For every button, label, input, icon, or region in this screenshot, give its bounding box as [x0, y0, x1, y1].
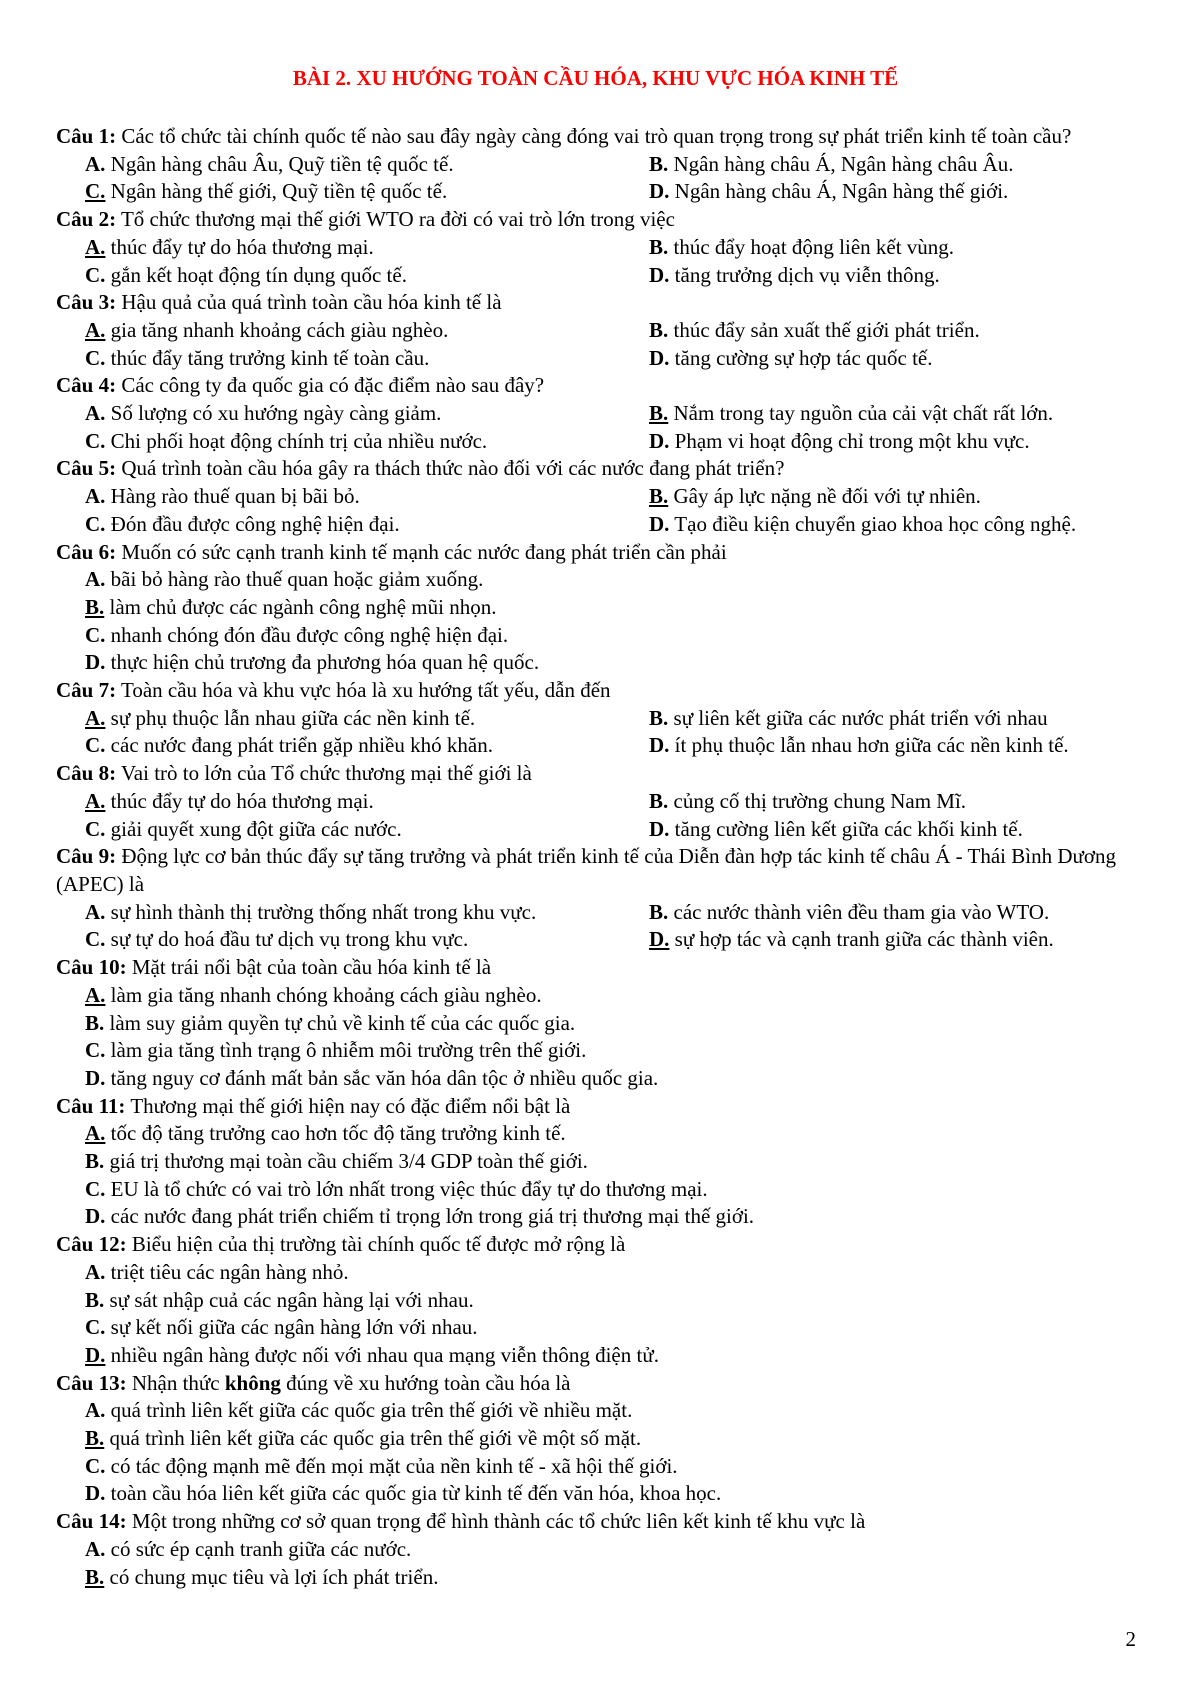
- answer-text: tăng cường sự hợp tác quốc tế.: [674, 345, 933, 370]
- answer-option: [649, 317, 1175, 345]
- answer-letter: A.: [85, 1398, 106, 1423]
- question-stem: [56, 1508, 1146, 1536]
- answer-option: [649, 732, 1175, 760]
- answer-text: nhanh chóng đón đầu được công nghệ hiện đại.: [110, 622, 509, 647]
- answer-option: [85, 483, 649, 511]
- answer-letter: C.: [85, 622, 106, 647]
- answer-letter: C.: [85, 262, 106, 287]
- answer-options: [56, 1120, 1146, 1231]
- answer-letter-correct: A.: [85, 982, 106, 1007]
- answer-text: các nước thành viên đều tham gia vào WTO.: [673, 899, 1050, 924]
- answer-text: các nước đang phát triển gặp nhiều khó khăn.: [110, 733, 493, 758]
- question-stem: [56, 455, 1146, 483]
- answer-option: [85, 345, 649, 373]
- question-block: [56, 1231, 1146, 1370]
- answer-options: [56, 982, 1146, 1093]
- question-stem: [56, 760, 1146, 788]
- answer-text: EU là tổ chức có vai trò lớn nhất trong việc thúc đẩy tự do thương mại.: [110, 1176, 708, 1201]
- answer-letter-correct: B.: [649, 484, 669, 509]
- answer-option: [649, 483, 1175, 511]
- answer-text: tăng trưởng dịch vụ viễn thông.: [674, 262, 940, 287]
- answer-option: [85, 788, 649, 816]
- answer-text: tăng nguy cơ đánh mất bản sắc văn hóa dân tộc ở nhiều quốc gia.: [110, 1065, 659, 1090]
- answer-text: gắn kết hoạt động tín dụng quốc tế.: [110, 262, 407, 287]
- answer-options: [56, 400, 1146, 455]
- answer-option: [85, 622, 1146, 650]
- answer-options: [56, 483, 1146, 538]
- answer-letter: D.: [649, 262, 670, 287]
- question-number: Câu 3:: [56, 290, 117, 315]
- answer-letter: C.: [85, 1453, 106, 1478]
- answer-letter-correct: A.: [85, 788, 106, 813]
- answer-letter: A.: [85, 484, 106, 509]
- question-text: Hậu quả của quá trình toàn cầu hóa kinh tế là: [121, 290, 502, 315]
- answer-letter: D.: [85, 1481, 106, 1506]
- answer-option: [649, 345, 1175, 373]
- answer-text: thực hiện chủ trương đa phương hóa quan hệ quốc.: [110, 650, 540, 675]
- question-stem: [56, 372, 1146, 400]
- question-text: Tổ chức thương mại thế giới WTO ra đời có vai trò lớn trong việc: [120, 207, 675, 232]
- answer-text: có chung mục tiêu và lợi ích phát triển.: [109, 1564, 439, 1589]
- answer-letter: D.: [649, 511, 670, 536]
- question-block: [56, 677, 1146, 760]
- answer-text: làm gia tăng nhanh chóng khoảng cách giàu nghèo.: [110, 982, 542, 1007]
- answer-letter: B.: [649, 234, 669, 259]
- question-number: Câu 7:: [56, 678, 117, 703]
- question-block: [56, 954, 1146, 1093]
- answer-letter: B.: [649, 788, 669, 813]
- answer-option: [85, 1120, 1146, 1148]
- answer-text: giá trị thương mại toàn cầu chiếm 3/4 GDP toàn thế giới.: [109, 1149, 588, 1174]
- answer-letter: B.: [649, 705, 669, 730]
- answer-letter: A.: [85, 1259, 106, 1284]
- answer-letter: B.: [85, 1287, 105, 1312]
- answer-letter: A.: [85, 401, 106, 426]
- answer-option: [85, 234, 649, 262]
- answer-option: [85, 1065, 1146, 1093]
- answer-letter: B.: [649, 317, 669, 342]
- answer-option: [85, 317, 649, 345]
- answer-option: [85, 1314, 1146, 1342]
- question-stem: [56, 677, 1146, 705]
- answer-option: [85, 1425, 1146, 1453]
- question-block: [56, 1370, 1146, 1509]
- answer-text: thúc đẩy sản xuất thế giới phát triển.: [673, 317, 980, 342]
- answer-letter-correct: B.: [85, 1564, 105, 1589]
- answer-text: có tác động mạnh mẽ đến mọi mặt của nền kinh tế - xã hội thế giới.: [110, 1453, 678, 1478]
- question-block: [56, 843, 1146, 954]
- answer-text: Nắm trong tay nguồn của cải vật chất rất lớn.: [673, 401, 1054, 426]
- question-text: đúng về xu hướng toàn cầu hóa là: [280, 1370, 571, 1395]
- answer-letter-correct: B.: [85, 1426, 105, 1451]
- question-text-emphasis: không: [224, 1370, 281, 1395]
- question-block: [56, 760, 1146, 843]
- answer-letter: D.: [649, 428, 670, 453]
- answer-letter-correct: D.: [649, 927, 670, 952]
- answer-text: triệt tiêu các ngân hàng nhỏ.: [110, 1259, 349, 1284]
- answer-text: sự phụ thuộc lẫn nhau giữa các nền kinh tế.: [110, 705, 476, 730]
- answer-option: [85, 816, 649, 844]
- answer-option: [85, 1397, 1146, 1425]
- answer-letter-correct: C.: [85, 179, 106, 204]
- question-text: Một trong những cơ sở quan trọng để hình thành các tổ chức liên kết kinh tế khu vực là: [131, 1509, 866, 1534]
- answer-text: Đón đầu được công nghệ hiện đại.: [110, 511, 400, 536]
- answer-text: sự sát nhập cuả các ngân hàng lại với nhau.: [109, 1287, 474, 1312]
- answer-letter-correct: A.: [85, 317, 106, 342]
- answer-text: sự liên kết giữa các nước phát triển với nhau: [673, 705, 1048, 730]
- question-text: Biểu hiện của thị trường tài chính quốc tế được mở rộng là: [131, 1232, 626, 1257]
- answer-option: [85, 1037, 1146, 1065]
- answer-options: [56, 151, 1146, 206]
- answer-option: [85, 899, 649, 927]
- question-stem: [56, 1231, 1146, 1259]
- answer-text: giải quyết xung đột giữa các nước.: [110, 816, 402, 841]
- question-number: Câu 4:: [56, 373, 117, 398]
- answer-letter: C.: [85, 733, 106, 758]
- answer-option: [85, 1176, 1146, 1204]
- question-number: Câu 8:: [56, 761, 117, 786]
- answer-text: sự kết nối giữa các ngân hàng lớn với nhau.: [110, 1315, 478, 1340]
- answer-option: [85, 1259, 1146, 1287]
- answer-option: [649, 234, 1175, 262]
- answer-text: có sức ép cạnh tranh giữa các nước.: [110, 1536, 412, 1561]
- question-number: Câu 1:: [56, 124, 117, 148]
- answer-text: quá trình liên kết giữa các quốc gia trên thế giới về nhiều mặt.: [110, 1398, 633, 1423]
- question-stem: [56, 539, 1146, 567]
- answer-option: [85, 1010, 1146, 1038]
- question-stem: [56, 954, 1146, 982]
- question-block: [56, 1508, 1146, 1591]
- answer-letter: C.: [85, 345, 106, 370]
- answer-option: [649, 926, 1175, 954]
- answer-options: [56, 899, 1146, 954]
- answer-letter-correct: A.: [85, 234, 106, 259]
- answer-text: sự hình thành thị trường thống nhất trong khu vực.: [110, 899, 537, 924]
- answer-option: [85, 732, 649, 760]
- answer-option: [649, 400, 1175, 428]
- question-text: Các tổ chức tài chính quốc tế nào sau đây ngày càng đóng vai trò quan trọng trong sự phát triển kinh tế toàn cầu?: [121, 124, 1072, 148]
- answer-text: Gây áp lực nặng nề đối với tự nhiên.: [673, 484, 981, 509]
- answer-option: [85, 594, 1146, 622]
- answer-letter: B.: [85, 1149, 105, 1174]
- answer-text: gia tăng nhanh khoảng cách giàu nghèo.: [110, 317, 449, 342]
- question-text: Nhận thức: [131, 1370, 225, 1395]
- answer-option: [85, 649, 1146, 677]
- answer-options: [56, 705, 1146, 760]
- answer-option: [85, 151, 649, 179]
- answer-option: [649, 511, 1175, 539]
- answer-option: [85, 178, 649, 206]
- answer-option: [649, 178, 1175, 206]
- answer-option: [649, 428, 1175, 456]
- question-stem: [56, 1370, 1146, 1398]
- lesson-title: BÀI 2. XU HƯỚNG TOÀN CẦU HÓA, KHU VỰC HÓA KINH TẾ: [292, 66, 899, 90]
- answer-text: tăng cường liên kết giữa các khối kinh tế.: [674, 816, 1023, 841]
- question-stem: [56, 289, 1146, 317]
- answer-text: quá trình liên kết giữa các quốc gia trên thế giới về một số mặt.: [109, 1426, 642, 1451]
- answer-options: [56, 566, 1146, 677]
- answer-option: [85, 926, 649, 954]
- question-block: [56, 206, 1146, 289]
- question-block: [56, 123, 1146, 206]
- answer-text: Số lượng có xu hướng ngày càng giảm.: [110, 401, 442, 426]
- answer-letter: C.: [85, 927, 106, 952]
- answer-text: Hàng rào thuế quan bị bãi bỏ.: [110, 484, 360, 509]
- question-block: [56, 372, 1146, 455]
- answer-options: [56, 234, 1146, 289]
- answer-option: [649, 262, 1175, 290]
- answer-options: [56, 1536, 1146, 1591]
- answer-text: nhiều ngân hàng được nối với nhau qua mạng viễn thông điện tử.: [110, 1342, 659, 1367]
- answer-letter-correct: B.: [649, 401, 669, 426]
- answer-text: tốc độ tăng trưởng cao hơn tốc độ tăng trưởng kinh tế.: [110, 1121, 566, 1146]
- answer-options: [56, 1259, 1146, 1370]
- question-block: [56, 1093, 1146, 1232]
- question-stem: [56, 206, 1146, 234]
- answer-letter: D.: [85, 1204, 106, 1229]
- answer-option: [85, 1203, 1146, 1231]
- answer-letter: C.: [85, 1038, 106, 1063]
- question-number: Câu 9:: [56, 844, 117, 869]
- question-number: Câu 11:: [56, 1093, 126, 1118]
- question-block: [56, 539, 1146, 678]
- answer-text: củng cố thị trường chung Nam Mĩ.: [673, 788, 967, 813]
- question-text: Động lực cơ bản thúc đẩy sự tăng trưởng và phát triển kinh tế của Diễn đàn hợp tác kinh tế châu Á - Thái Bình Dương (APEC) là: [56, 844, 1116, 896]
- answer-letter: C.: [85, 1176, 106, 1201]
- answer-letter: B.: [85, 1010, 105, 1035]
- answer-option: [85, 428, 649, 456]
- question-number: Câu 13:: [56, 1370, 127, 1395]
- answer-options: [56, 1397, 1146, 1508]
- answer-option: [649, 816, 1175, 844]
- question-block: [56, 455, 1146, 538]
- answer-option: [649, 705, 1175, 733]
- question-number: Câu 2:: [56, 207, 117, 232]
- answer-letter: B.: [649, 151, 669, 176]
- answer-text: làm chủ được các ngành công nghệ mũi nhọn.: [109, 594, 497, 619]
- question-text: Các công ty đa quốc gia có đặc điểm nào sau đây?: [121, 373, 545, 398]
- answer-letter: A.: [85, 567, 106, 592]
- question-text: Vai trò to lớn của Tổ chức thương mại thế giới là: [120, 761, 532, 786]
- answer-option: [85, 1287, 1146, 1315]
- answer-text: Chi phối hoạt động chính trị của nhiều nước.: [110, 428, 488, 453]
- answer-letter: D.: [649, 179, 670, 204]
- answer-text: sự hợp tác và cạnh tranh giữa các thành viên.: [674, 927, 1054, 952]
- answer-text: Tạo điều kiện chuyển giao khoa học công nghệ.: [674, 511, 1077, 536]
- answer-letter: A.: [85, 899, 106, 924]
- question-text: Thương mại thế giới hiện nay có đặc điểm nổi bật là: [130, 1093, 571, 1118]
- answer-text: các nước đang phát triển chiếm tỉ trọng lớn trong giá trị thương mại thế giới.: [110, 1204, 755, 1229]
- answer-option: [85, 705, 649, 733]
- answer-option: [649, 788, 1175, 816]
- question-stem: [56, 1093, 1146, 1121]
- answer-letter-correct: B.: [85, 594, 105, 619]
- answer-option: [85, 262, 649, 290]
- question-stem: [56, 123, 1146, 151]
- answer-options: [56, 788, 1146, 843]
- answer-option: [85, 1536, 1146, 1564]
- answer-letter: D.: [649, 816, 670, 841]
- answer-letter-correct: D.: [85, 1342, 106, 1367]
- answer-text: thúc đẩy tự do hóa thương mại.: [110, 788, 374, 813]
- answer-text: thúc đẩy hoạt động liên kết vùng.: [673, 234, 955, 259]
- question-number: Câu 14:: [56, 1509, 127, 1534]
- question-text: Quá trình toàn cầu hóa gây ra thách thức nào đối với các nước đang phát triển?: [121, 456, 785, 481]
- question-text: Toàn cầu hóa và khu vực hóa là xu hướng tất yếu, dẫn đến: [120, 678, 611, 703]
- answer-options: [56, 317, 1146, 372]
- answer-letter: C.: [85, 816, 106, 841]
- question-number: Câu 10:: [56, 955, 127, 980]
- answer-letter: C.: [85, 1315, 106, 1340]
- answer-letter: C.: [85, 511, 106, 536]
- answer-letter: D.: [649, 733, 670, 758]
- answer-text: Ngân hàng châu Âu, Quỹ tiền tệ quốc tế.: [110, 151, 454, 176]
- answer-option: [85, 400, 649, 428]
- answer-text: Ngân hàng châu Á, Ngân hàng châu Âu.: [673, 151, 1014, 176]
- answer-text: làm suy giảm quyền tự chủ về kinh tế của các quốc gia.: [109, 1010, 576, 1035]
- answer-text: sự tự do hoá đầu tư dịch vụ trong khu vực.: [110, 927, 469, 952]
- answer-letter: A.: [85, 151, 106, 176]
- answer-text: ít phụ thuộc lẫn nhau hơn giữa các nền kinh tế.: [674, 733, 1069, 758]
- answer-option: [85, 566, 1146, 594]
- answer-text: thúc đẩy tăng trưởng kinh tế toàn cầu.: [110, 345, 430, 370]
- question-number: Câu 12:: [56, 1232, 127, 1257]
- question-stem: [56, 843, 1146, 898]
- answer-option: [85, 1453, 1146, 1481]
- answer-option: [85, 1564, 1146, 1592]
- answer-letter-correct: A.: [85, 1121, 106, 1146]
- answer-option: [85, 1342, 1146, 1370]
- answer-letter: D.: [85, 650, 106, 675]
- answer-letter: B.: [649, 899, 669, 924]
- answer-letter: C.: [85, 428, 106, 453]
- question-text: Muốn có sức cạnh tranh kinh tế mạnh các nước đang phát triển cần phải: [121, 539, 727, 564]
- answer-option: [85, 982, 1146, 1010]
- answer-letter-correct: A.: [85, 705, 106, 730]
- question-number: Câu 6:: [56, 539, 117, 564]
- answer-text: bãi bỏ hàng rào thuế quan hoặc giảm xuống.: [110, 567, 484, 592]
- answer-letter: D.: [649, 345, 670, 370]
- answer-text: Ngân hàng thế giới, Quỹ tiền tệ quốc tế.: [110, 179, 448, 204]
- answer-text: Ngân hàng châu Á, Ngân hàng thế giới.: [674, 179, 1009, 204]
- answer-text: thúc đẩy tự do hóa thương mại.: [110, 234, 374, 259]
- question-list: [56, 123, 1146, 1591]
- answer-option: [85, 1480, 1146, 1508]
- page-number: 2: [1125, 1627, 1136, 1651]
- answer-text: toàn cầu hóa liên kết giữa các quốc gia từ kinh tế đến văn hóa, khoa học.: [110, 1481, 722, 1506]
- question-number: Câu 5:: [56, 456, 117, 481]
- question-text: Mặt trái nổi bật của toàn cầu hóa kinh tế là: [131, 955, 492, 980]
- answer-letter: D.: [85, 1065, 106, 1090]
- answer-option: [85, 1148, 1146, 1176]
- question-block: [56, 289, 1146, 372]
- answer-option: [649, 899, 1175, 927]
- answer-text: Phạm vi hoạt động chỉ trong một khu vực.: [674, 428, 1030, 453]
- answer-text: làm gia tăng tình trạng ô nhiễm môi trường trên thế giới.: [110, 1038, 587, 1063]
- answer-option: [649, 151, 1175, 179]
- answer-letter: A.: [85, 1536, 106, 1561]
- answer-option: [85, 511, 649, 539]
